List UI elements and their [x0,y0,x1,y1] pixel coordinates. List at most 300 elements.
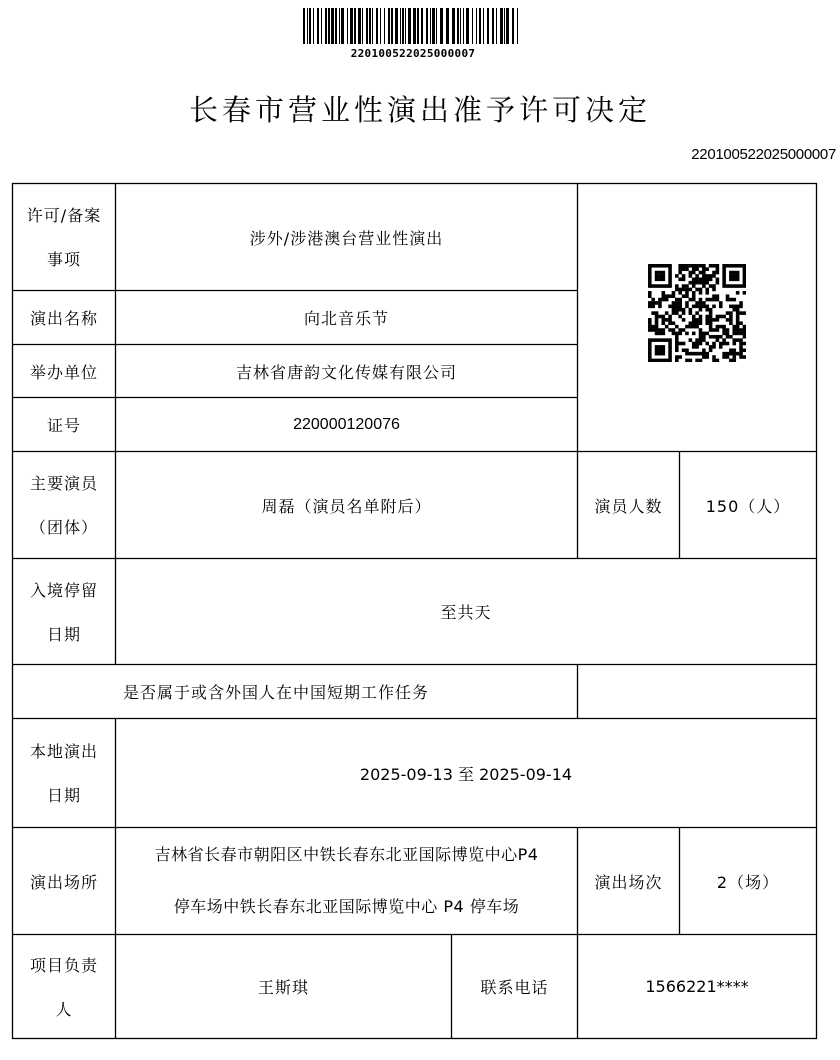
qr-module [658,348,662,352]
performers-label-line2: （团体） [29,518,98,537]
license-item-label [13,184,115,290]
qr-module [736,315,740,319]
entry-stay-label [13,559,115,664]
qr-module [732,305,736,309]
qr-module [682,342,686,346]
qr-module [672,308,676,312]
qr-module [743,271,746,275]
qr-module [655,301,659,305]
qr-module [722,271,726,275]
qr-module [729,352,733,356]
qr-module [739,264,743,268]
qr-module [709,308,713,312]
qr-module [658,338,662,342]
qr-module [668,345,672,349]
qr-module [743,264,746,268]
qr-module [675,335,679,339]
qr-module [662,294,666,298]
qr-module [705,274,709,278]
qr-module [743,284,746,288]
qr-module [692,321,696,325]
qr-module [699,308,703,312]
qr-module [695,281,699,285]
entry-stay-value: 至共天 [440,603,492,622]
qr-module [709,298,713,302]
qr-module [678,305,682,309]
cert-no-value: 220000120076 [293,415,400,433]
qr-module [692,278,696,282]
qr-module [722,352,726,356]
contact-label: 联系电话 [480,978,549,997]
qr-module [692,345,696,349]
qr-module [675,274,679,278]
qr-module [675,311,679,315]
qr-module [655,274,659,278]
qr-module [743,342,746,346]
contact-value: 1566221**** [645,977,749,996]
license-item-value: 涉外/涉港澳台营业性演出 [249,228,444,248]
qr-module [675,305,679,309]
qr-module [678,332,682,336]
qr-module [692,332,696,336]
foreign-work-label: 是否属于或含外国人在中国短期工作任务 [123,683,430,702]
qr-module [675,288,679,292]
qr-module [685,291,689,295]
qr-module [692,352,696,356]
qr-module [675,355,679,359]
qr-module [692,271,696,275]
qr-module [695,311,699,315]
qr-module [705,288,709,292]
qr-module [736,271,740,275]
license-item-label-line2: 事项 [46,250,81,269]
qr-module [716,278,720,282]
qr-module [719,315,723,319]
qr-module [668,264,672,268]
qr-module [668,281,672,285]
qr-module [732,264,736,268]
qr-module [712,335,716,339]
performers-label-line1: 主要演员 [29,474,98,493]
qr-module [658,345,662,349]
qr-module [726,264,730,268]
qr-module [712,264,716,268]
qr-module [722,264,726,268]
qr-module [655,311,659,315]
qr-module [702,348,706,352]
qr-module [712,342,716,346]
qr-module [705,308,709,312]
qr-module [685,284,689,288]
qr-module [692,281,696,285]
qr-module [732,284,736,288]
qr-module [682,278,686,282]
qr-module [682,318,686,322]
qr-module [655,318,659,322]
qr-module [658,284,662,288]
qr-module [729,315,733,319]
qr-module [722,278,726,282]
organizer-value: 吉林省唐韵文化传媒有限公司 [235,362,457,382]
qr-module [716,281,720,285]
qr-module [668,294,672,298]
qr-module [655,321,659,325]
qr-module [739,311,743,315]
qr-module [695,338,699,342]
qr-module [732,348,736,352]
qr-module [743,355,746,359]
qr-module [675,284,679,288]
local-dates-label-line1: 本地演出 [29,742,98,761]
qr-module [729,298,733,302]
qr-module [739,348,743,352]
qr-module [685,267,689,271]
qr-module [726,342,730,346]
qr-module [648,281,652,285]
qr-module [689,298,693,302]
qr-module [682,288,686,292]
qr-module [658,305,662,309]
qr-module [705,278,709,282]
qr-module [732,352,736,356]
qr-module [651,264,655,268]
qr-module [732,355,736,359]
qr-module [743,291,746,295]
qr-module [709,315,713,319]
qr-module [736,274,740,278]
qr-module [665,294,669,298]
qr-module [689,288,693,292]
qr-module [651,311,655,315]
qr-module [672,332,676,336]
qr-module [672,294,676,298]
qr-module [648,291,652,295]
qr-module [739,355,743,359]
qr-module [716,325,720,329]
qr-module [685,332,689,336]
qr-module [648,278,652,282]
qr-module [665,338,669,342]
qr-module [743,267,746,271]
license-item-label-line1: 许可/备案 [26,206,102,225]
qr-module [695,301,699,305]
qr-module [726,332,730,336]
qr-module [732,328,736,332]
qr-module [705,305,709,309]
qr-module [705,291,709,295]
qr-module [692,342,696,346]
qr-module [682,328,686,332]
qr-module [709,284,713,288]
qr-module [729,311,733,315]
qr-module [651,301,655,305]
qr-module [682,294,686,298]
qr-module [662,298,666,302]
qr-module [648,345,652,349]
qr-module [682,348,686,352]
qr-module [678,301,682,305]
qr-module [729,274,733,278]
qr-module [705,281,709,285]
qr-module [692,294,696,298]
qr-module [689,281,693,285]
qr-module [692,325,696,329]
qr-module [655,338,659,342]
qr-module [743,274,746,278]
qr-module [732,278,736,282]
qr-module [648,271,652,275]
qr-module [658,359,662,362]
qr-module [665,284,669,288]
qr-module [678,355,682,359]
qr-module [662,321,666,325]
qr-module [719,335,723,339]
qr-module [743,325,746,329]
qr-module [665,325,669,329]
qr-module [736,264,740,268]
qr-module [712,294,716,298]
qr-module [675,338,679,342]
qr-module [648,342,652,346]
venue-label: 演出场所 [29,872,98,892]
qr-module [675,298,679,302]
qr-module [668,267,672,271]
qr-module [726,311,730,315]
qr-module [685,348,689,352]
qr-module [716,294,720,298]
qr-module [722,355,726,359]
qr-module [651,284,655,288]
qr-module [739,284,743,288]
local-dates-label-line2: 日期 [46,786,81,805]
venue-value-line1: 吉林省长春市朝阳区中铁长春东北亚国际博览中心P4 [154,845,539,864]
qr-module [716,264,720,268]
qr-module [739,305,743,309]
qr-module [658,315,662,319]
qr-module [702,338,706,342]
qr-module [672,328,676,332]
qr-module [702,301,706,305]
qr-module [682,311,686,315]
qr-module [699,298,703,302]
qr-module [712,274,716,278]
qr-module [658,278,662,282]
qr-module [719,325,723,329]
qr-module [662,332,666,336]
qr-module [675,308,679,312]
qr-module [678,315,682,319]
qr-module [662,315,666,319]
qr-module [678,328,682,332]
qr-module [648,359,652,362]
qr-module [726,335,730,339]
qr-module [695,264,699,268]
qr-module [651,305,655,309]
qr-module [736,338,740,342]
qr-module [722,267,726,271]
qr-module [648,352,652,356]
qr-module [732,332,736,336]
manager-value: 王斯琪 [257,978,309,997]
qr-module [716,338,720,342]
qr-module [658,264,662,268]
qr-module [709,321,713,325]
qr-module [702,284,706,288]
qr-module [722,315,726,319]
qr-module [685,305,689,309]
qr-module [682,284,686,288]
barcode-number: 220100522025000007 [350,47,476,60]
qr-module [668,355,672,359]
qr-module [689,325,693,329]
qr-module [726,328,730,332]
qr-module [692,264,696,268]
qr-module [695,359,699,362]
qr-module [651,359,655,362]
qr-module [648,267,652,271]
qr-module [662,345,666,349]
qr-module [712,284,716,288]
qr-module [705,342,709,346]
qr-module [689,308,693,312]
qr-module [716,335,720,339]
qr-module [662,274,666,278]
qr-module [705,332,709,336]
qr-module [689,274,693,278]
qr-module [739,352,743,356]
qr-module [732,338,736,342]
qr-module [695,345,699,349]
qr-module [732,274,736,278]
qr-module [655,348,659,352]
qr-module [739,338,743,342]
qr-module [743,328,746,332]
qr-module [709,325,713,329]
qr-module [672,311,676,315]
qr-module [689,359,693,362]
manager-label [13,935,115,1038]
qr-module [675,359,679,362]
qr-module [655,345,659,349]
qr-module [712,345,716,349]
qr-module [689,352,693,356]
qr-module [732,308,736,312]
qr-module [743,335,746,339]
qr-module [685,288,689,292]
qr-module [709,311,713,315]
qr-module [702,278,706,282]
qr-module [678,271,682,275]
qr-module [702,352,706,356]
qr-module [729,305,733,309]
qr-module [702,271,706,275]
qr-module [702,281,706,285]
qr-module [672,321,676,325]
qr-module [665,298,669,302]
qr-module [736,318,740,322]
qr-module [736,328,740,332]
qr-module [648,274,652,278]
qr-module [662,318,666,322]
qr-module [678,298,682,302]
qr-module [699,328,703,332]
qr-module [729,318,733,322]
qr-module [655,315,659,319]
qr-module [732,271,736,275]
qr-module [739,332,743,336]
qr-module [662,291,666,295]
qr-module [655,359,659,362]
qr-module [705,315,709,319]
qr-module [672,301,676,305]
qr-module [692,315,696,319]
qr-module [678,264,682,268]
qr-module [736,332,740,336]
qr-module [712,305,716,309]
qr-module [689,338,693,342]
qr-module [655,284,659,288]
qr-module [699,264,703,268]
qr-module [709,274,713,278]
qr-module [692,318,696,322]
qr-module [648,355,652,359]
qr-module [678,308,682,312]
qr-module [702,264,706,268]
venue-value [116,828,577,934]
qr-module [648,348,652,352]
qr-module [705,355,709,359]
qr-module [665,264,669,268]
qr-module [665,311,669,315]
foreign-work-value [578,665,816,718]
qr-module [739,345,743,349]
qr-module [675,332,679,336]
qr-module [685,359,689,362]
qr-module [662,348,666,352]
qr-module [685,325,689,329]
qr-module [648,328,652,332]
qr-module [712,318,716,322]
qr-module [719,345,723,349]
qr-module [719,301,723,305]
qr-module [662,328,666,332]
qr-module [699,352,703,356]
qr-module [729,321,733,325]
qr-module [729,278,733,282]
qr-module [668,284,672,288]
qr-module [668,359,672,362]
qr-module [705,298,709,302]
qr-module [705,321,709,325]
qr-module [699,321,703,325]
qr-module [668,318,672,322]
qr-module [668,342,672,346]
qr-module [668,321,672,325]
qr-module [692,298,696,302]
qr-module [699,335,703,339]
qr-module [678,288,682,292]
qr-module [675,345,679,349]
qr-module [736,278,740,282]
qr-module [736,321,740,325]
qr-module [736,311,740,315]
qr-module [682,264,686,268]
qr-module [648,318,652,322]
qr-module [739,301,743,305]
qr-module [699,281,703,285]
qr-module [689,321,693,325]
qr-module [699,278,703,282]
